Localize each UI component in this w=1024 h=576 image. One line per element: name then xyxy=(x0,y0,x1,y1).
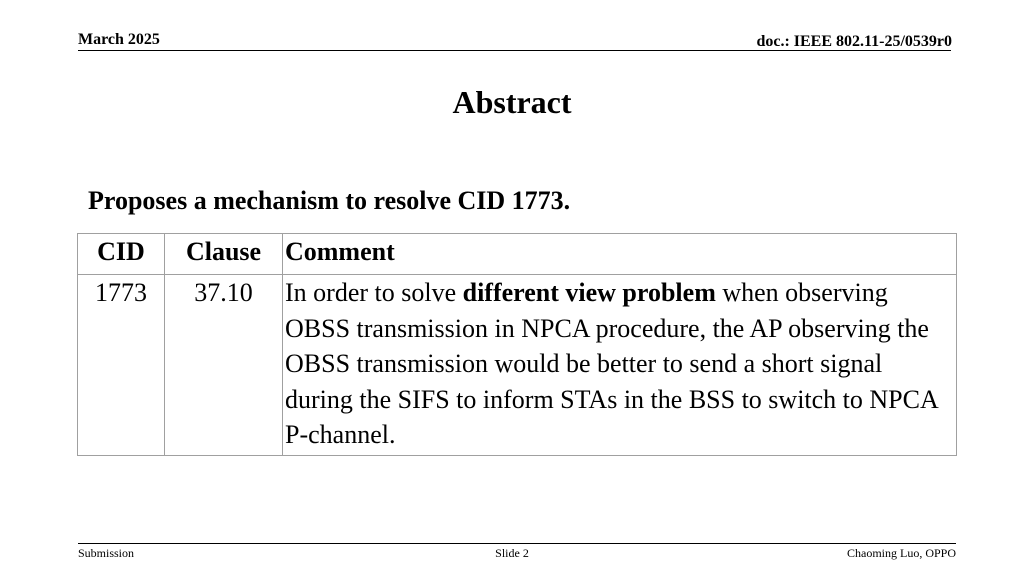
footer-submission: Submission xyxy=(78,546,135,560)
cell-cid: 1773 xyxy=(78,275,165,456)
comment-text-bold: different view problem xyxy=(462,278,716,307)
cell-comment xyxy=(283,275,957,456)
slide-subtitle: Proposes a mechanism to resolve CID 1773. xyxy=(88,186,571,215)
footer-slide-number: Slide 2 xyxy=(495,546,529,560)
footer-author: Chaoming Luo, OPPO xyxy=(846,546,956,560)
comment-table xyxy=(77,233,957,456)
slide-title: Abstract xyxy=(452,84,572,120)
comment-text-post: when observing OBSS transmission in NPCA procedure, the AP observing the OBSS transmission would be better to send a short signal during the SIFS to inform STAs in the BSS to switch to NPCA P-channel. xyxy=(285,278,938,449)
header-clause: Clause xyxy=(165,234,283,275)
header-comment: Comment xyxy=(283,234,957,275)
header-doc-id: doc.: IEEE 802.11-25/0539r0 xyxy=(756,33,952,50)
table-row xyxy=(78,275,957,456)
comment-text-pre: In order to solve xyxy=(285,278,463,307)
header-cid: CID xyxy=(78,234,165,275)
cell-clause: 37.10 xyxy=(165,275,283,456)
header-date: March 2025 xyxy=(78,31,160,48)
table-header-row xyxy=(78,234,957,275)
footer-rule xyxy=(78,543,956,544)
header-rule xyxy=(78,50,951,51)
